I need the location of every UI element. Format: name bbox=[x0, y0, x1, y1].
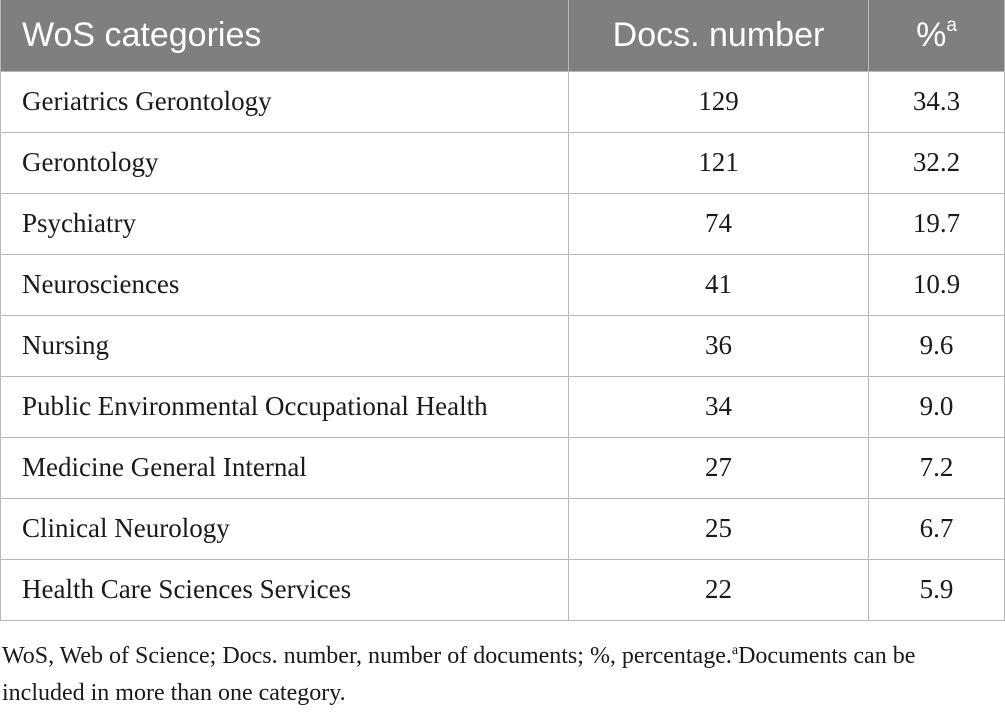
cell-category: Medicine General Internal bbox=[1, 437, 569, 498]
header-docs-number: Docs. number bbox=[569, 0, 869, 71]
footnote-note: Documents can be included in more than one category. bbox=[2, 643, 916, 706]
header-wos-categories: WoS categories bbox=[1, 0, 569, 71]
table-row bbox=[1, 559, 1005, 620]
cell-category: Geriatrics Gerontology bbox=[1, 71, 569, 132]
table-row bbox=[1, 193, 1005, 254]
footnote-superscript: a bbox=[731, 643, 739, 658]
cell-docs: 22 bbox=[569, 559, 869, 620]
header-percent bbox=[869, 0, 1005, 71]
table-row bbox=[1, 315, 1005, 376]
cell-docs: 121 bbox=[569, 132, 869, 193]
cell-percent: 7.2 bbox=[869, 437, 1005, 498]
cell-docs: 34 bbox=[569, 376, 869, 437]
cell-category: Clinical Neurology bbox=[1, 498, 569, 559]
cell-category: Gerontology bbox=[1, 132, 569, 193]
cell-docs: 25 bbox=[569, 498, 869, 559]
cell-percent: 34.3 bbox=[869, 71, 1005, 132]
header-percent-superscript: a bbox=[946, 14, 957, 36]
table-row bbox=[1, 437, 1005, 498]
table-row bbox=[1, 71, 1005, 132]
cell-category: Nursing bbox=[1, 315, 569, 376]
cell-category: Health Care Sciences Services bbox=[1, 559, 569, 620]
cell-percent: 9.6 bbox=[869, 315, 1005, 376]
cell-percent: 5.9 bbox=[869, 559, 1005, 620]
table-row bbox=[1, 498, 1005, 559]
cell-docs: 129 bbox=[569, 71, 869, 132]
header-percent-label: % bbox=[916, 15, 947, 54]
table-row bbox=[1, 254, 1005, 315]
cell-percent: 6.7 bbox=[869, 498, 1005, 559]
footnote-abbreviations: WoS, Web of Science; Docs. number, number of documents; %, percentage. bbox=[2, 643, 732, 669]
cell-percent: 19.7 bbox=[869, 193, 1005, 254]
cell-docs: 27 bbox=[569, 437, 869, 498]
table-footnote bbox=[2, 638, 1002, 712]
cell-docs: 41 bbox=[569, 254, 869, 315]
cell-category: Psychiatry bbox=[1, 193, 569, 254]
table-row bbox=[1, 132, 1005, 193]
table-header-row bbox=[1, 0, 1005, 71]
cell-docs: 74 bbox=[569, 193, 869, 254]
cell-percent: 10.9 bbox=[869, 254, 1005, 315]
cell-docs: 36 bbox=[569, 315, 869, 376]
table-row bbox=[1, 376, 1005, 437]
cell-category: Public Environmental Occupational Health bbox=[1, 376, 569, 437]
cell-category: Neurosciences bbox=[1, 254, 569, 315]
cell-percent: 32.2 bbox=[869, 132, 1005, 193]
cell-percent: 9.0 bbox=[869, 376, 1005, 437]
